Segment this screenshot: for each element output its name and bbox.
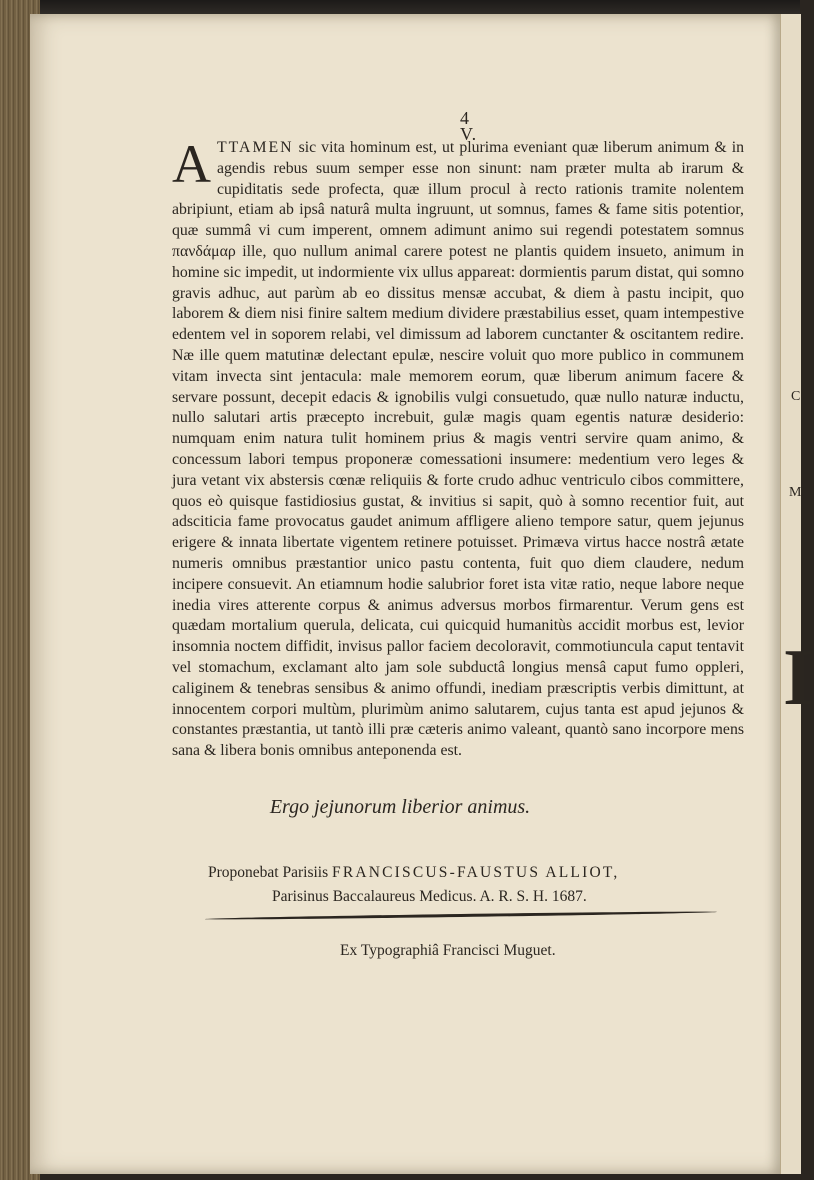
body-paragraph [172,134,744,762]
adjacent-page-fragment: C [791,389,801,404]
proponebat-line [208,864,619,882]
proponebat-prefix: Proponebat Parisiis [208,864,329,881]
thesis-conclusion: Ergo jejunorum liberior animus. [269,796,531,818]
section-number: V. [460,124,478,144]
printer-imprint: Ex Typographiâ Francisci Muguet. [340,942,556,959]
opening-word: TTAMEN [217,139,294,156]
folio-number: 4 [460,108,469,128]
author-credentials: Parisinus Baccalaureus Medicus. A. R. S. H. 1687. [272,888,587,905]
drop-cap: A [172,134,211,194]
adjacent-page-strip [780,14,814,1174]
author-name: FRANCISCUS-FAUSTUS ALLIOT, [332,864,620,881]
adjacent-page-fragment: M [789,485,802,500]
adjacent-page-fragment: I [783,634,814,722]
body-text: sic vita hominum est, ut plurima eveniant quæ liberum animum & in agendis rebus suum semper esse non sinunt: nam præter multa ab irarum & cupiditatis sede profecta, quæ illum procul à recto rationis tramite nolentem abripiunt, etiam ab ipsâ naturâ multa ingruunt, ut somnus, fames & fame sitis potentior, quæ summâ vi cum imperent, omnem adimunt animo sui regendi potestatem somnus πανδάμαρ ille, quo nullum animal carere potest ne plantis quidem insueto, animum in homine sic impedit, ut indormiente vix ullus appareat: dormientis parum distat, qui somno gravis adhuc, aut parùm ab eo dissitus mensæ accubat, & diem à pastu incipit, quo laborem & diem nisi finire saltem medium dividere præstabilius esset, quam intempestive edentem vel in soporem relabi, vel dimissum ad laborem cunctanter & oscitantem redire. Næ ille quem matutinæ delectant epulæ, nescire voluit quo more publico in communem vitam invecta sint jentacula: male memorem eorum, quæ liberum animum facere & servare possunt, decepit edacis & ignobilis vulgi consuetudo, quæ nullo naturæ inductu, nullo salutari artis præcepto increbuit, gulæ magis quam egentis naturæ desiderio: numquam enim natura tulit hominem prius & magis ventri servire quam animo, & concessum labori tempus proponeræ comessationi insumere: medentium vero leges & jura vetant vix abstersis cœnæ reliquiis & forte crudo adhuc ventriculo cibos committere, quos eò quisque fastidiosius gustat, & invitius si sapit, quò à somno recentior fuit, aut adsciticia fame provocatus gaudet animum affligere alieno tempore satur, quem jejunus erigere & innata libertate vigentem retinere potuisset. Primæva virtus hacce nostrâ ætate numeris omnibus præstantior unico pastu contenta, fuit quo diem claudere, nedum incipere consuevit. An etiamnum hodie salubrior foret ista vitæ ratio, neque labore neque inedia vires atterente corpus & animus adversus morbos firmarentur. Verum gens est quædam mortalium querula, delicata, cui quicquid humanitùs accidit morbus est, levior insomnia noctem diffidit, invisus pallor faciem decoloravit, commotiuncula caput tentavit vel stomachum, exclamant alto jam sole subductâ longius mensâ caput fumo oppleri, caliginem & tenebras sensibus & animo offundi, inediam præscriptis verbis dimittunt, at innocentem corpori multùm, plurimùm animo salutarem, cujus tanta est apud jejunos & constantes præstantia, ut tantò illi præ cæteris animo valeant, quantò sano incorpore mens sana & libera bonis omnibus anteponenda est. [172,139,744,760]
